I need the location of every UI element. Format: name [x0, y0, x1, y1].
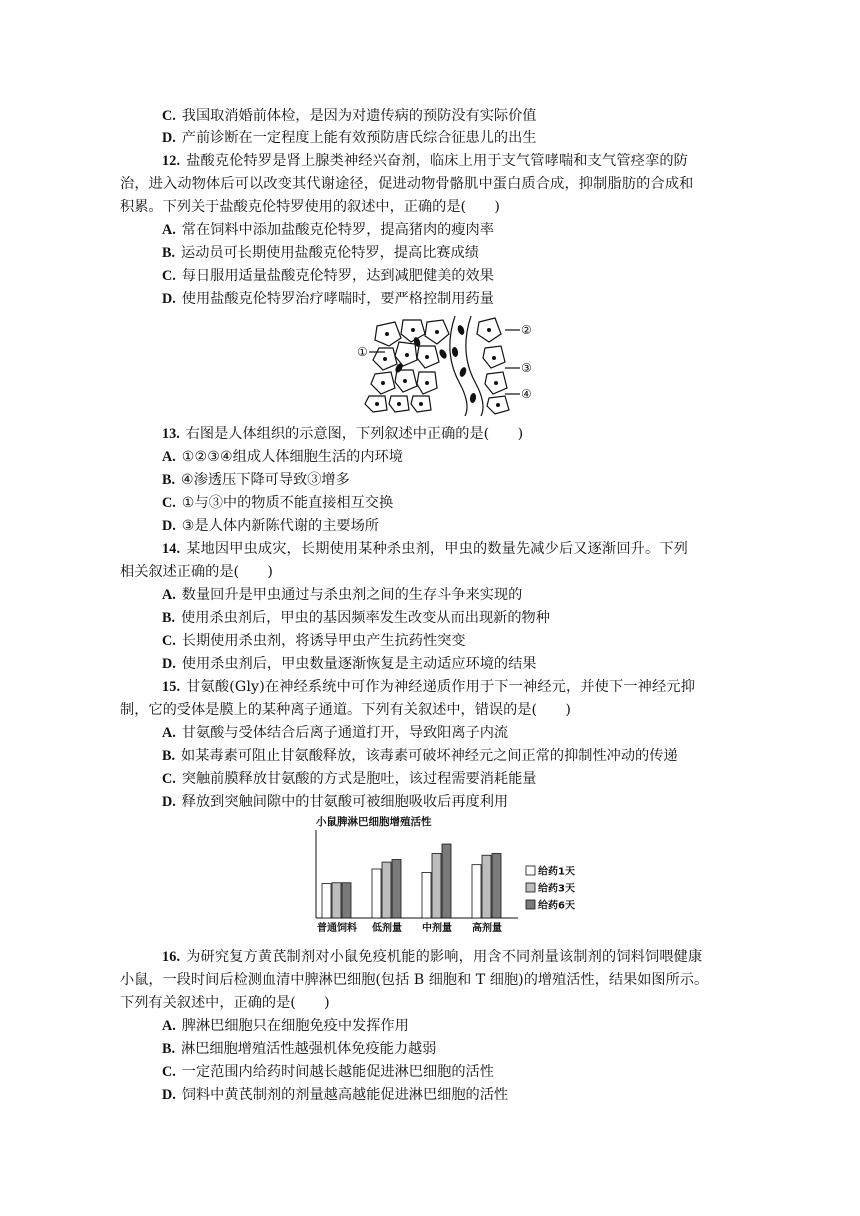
- tissue-label-1: ①: [357, 345, 368, 359]
- tissue-diagram: [355, 312, 555, 416]
- q16-number: 16.: [162, 949, 181, 965]
- q12-number: 12.: [162, 153, 181, 169]
- bar-1-0: [372, 869, 381, 918]
- bar-3-2: [492, 854, 501, 919]
- q12-option-a: A. 常在饲料中添加盐酸克伦特罗，提高猪肉的瘦肉率: [162, 222, 494, 238]
- q16-option-c: C. 一定范围内给药时间越长越能促进淋巴细胞的活性: [162, 1064, 494, 1080]
- q15-option-b: B. 如某毒素可阻止甘氨酸释放，该毒素可破坏神经元之间正常的抑制性冲动的传递: [162, 748, 678, 764]
- q12-stem-line-1: 12. 盐酸克伦特罗是肾上腺类神经兴奋剂，临床上用于支气管哮喘和支气管痉挛的防: [162, 153, 689, 169]
- bar-0-2: [342, 883, 351, 918]
- q13-option-a: A. ①②③④组成人体细胞生活的内环境: [162, 449, 403, 465]
- x-tick-label-0: 普通饲料: [317, 923, 357, 934]
- legend-swatch-0: [526, 866, 535, 875]
- chart-legend: [526, 865, 575, 912]
- q16-stem-line-2: 小鼠，一段时间后检测血清中脾淋巴细胞(包括 B 细胞和 T 细胞)的增殖活性，结果如图所示。: [120, 972, 709, 988]
- bar-0-1: [332, 883, 341, 918]
- bars-group: [322, 844, 501, 918]
- q15-option-c: C. 突触前膜释放甘氨酸的方式是胞吐，该过程需要消耗能量: [162, 771, 537, 787]
- legend-label-2: 给药6天: [538, 900, 575, 912]
- q11-option-c: C. 我国取消婚前体检，是因为对遗传病的预防没有实际价值: [162, 108, 537, 124]
- x-tick-label-2: 中剂量: [422, 923, 452, 934]
- legend-label-1: 给药3天: [538, 883, 575, 895]
- q15-stem-line-1: 15. 甘氨酸(Gly)在神经系统中可作为神经递质作用于下一神经元，并使下一神经元抑: [162, 679, 696, 695]
- bar-2-0: [422, 872, 431, 918]
- bar-chart: [306, 812, 606, 938]
- tissue-label-2: ②: [521, 323, 532, 337]
- bar-2-1: [432, 854, 441, 919]
- q13-option-d: D. ③是人体内新陈代谢的主要场所: [162, 518, 379, 534]
- x-labels-group: [317, 921, 502, 934]
- bar-1-1: [382, 862, 391, 918]
- bar-2-2: [442, 844, 451, 918]
- chart-title: 小鼠脾淋巴细胞增殖活性: [316, 816, 432, 828]
- q13-option-b: B. ④渗透压下降可导致③增多: [162, 472, 350, 488]
- q15-option-d: D. 释放到突触间隙中的甘氨酸可被细胞吸收后再度利用: [162, 794, 509, 810]
- q16-stem-line-3: 下列有关叙述中，正确的是( ): [120, 995, 330, 1011]
- q15-stem-line-2: 制，它的受体是膜上的某种离子通道。下列有关叙述中，错误的是( ): [120, 702, 571, 718]
- q13-number: 13.: [162, 426, 180, 442]
- x-tick-label-3: 高剂量: [472, 923, 502, 934]
- q14-option-d: D. 使用杀虫剂后，甲虫数量逐渐恢复是主动适应环境的结果: [162, 656, 537, 672]
- q13-stem-line-1: 13. 右图是人体组织的示意图，下列叙述中正确的是( ): [162, 426, 524, 442]
- q15-option-a: A. 甘氨酸与受体结合后离子通道打开，导致阳离子内流: [162, 725, 509, 741]
- q15-number: 15.: [162, 679, 181, 695]
- tissue-label-4: ④: [521, 387, 532, 401]
- q14-stem-line-1: 14. 某地因甲虫成灾，长期使用某种杀虫剂，甲虫的数量先减少后又逐渐回升。下列: [162, 541, 689, 557]
- bar-0-0: [322, 884, 331, 918]
- q14-option-c: C. 长期使用杀虫剂，将诱导甲虫产生抗药性突变: [162, 633, 466, 649]
- q16-option-d: D. 饲料中黄芪制剂的剂量越高越能促进淋巴细胞的活性: [162, 1087, 509, 1103]
- q14-number: 14.: [162, 541, 181, 557]
- q14-stem-line-2: 相关叙述正确的是( ): [120, 564, 273, 580]
- tissue-label-3: ③: [521, 361, 532, 375]
- q14-option-a: A. 数量回升是甲虫通过与杀虫剂之间的生存斗争来实现的: [162, 587, 523, 603]
- q12-stem-line-2: 治，进入动物体后可以改变其代谢途径，促进动物骨骼肌中蛋白质合成，抑制脂肪的合成和: [120, 176, 694, 192]
- legend-swatch-2: [526, 900, 535, 909]
- q12-stem-line-3: 积累。下列关于盐酸克伦特罗使用的叙述中，正确的是( ): [120, 199, 500, 215]
- q12-option-b: B. 运动员可长期使用盐酸克伦特罗，提高比赛成绩: [162, 245, 479, 261]
- q12-option-c: C. 每日服用适量盐酸克伦特罗，达到减肥健美的效果: [162, 268, 494, 284]
- q13-option-c: C. ①与③中的物质不能直接相互交换: [162, 495, 394, 511]
- legend-swatch-1: [526, 883, 535, 892]
- legend-label-0: 给药1天: [538, 866, 575, 878]
- q14-option-b: B. 使用杀虫剂后，甲虫的基因频率发生改变从而出现新的物种: [162, 610, 550, 626]
- q16-option-b: B. 淋巴细胞增殖活性越强机体免疫能力越弱: [162, 1041, 437, 1057]
- bar-3-1: [482, 855, 491, 918]
- bar-1-2: [392, 860, 401, 918]
- bar-3-0: [472, 865, 481, 918]
- q16-stem-line-1: 16. 为研究复方黄芪制剂对小鼠免疫机能的影响，用含不同剂量该制剂的饲料饲喂健康: [162, 949, 703, 965]
- q12-option-d: D. 使用盐酸克伦特罗治疗哮喘时，要严格控制用药量: [162, 291, 494, 307]
- q11-option-d: D. 产前诊断在一定程度上能有效预防唐氏综合征患儿的出生: [162, 130, 537, 146]
- x-tick-label-1: 低剂量: [372, 923, 402, 934]
- q16-option-a: A. 脾淋巴细胞只在细胞免疫中发挥作用: [162, 1018, 409, 1034]
